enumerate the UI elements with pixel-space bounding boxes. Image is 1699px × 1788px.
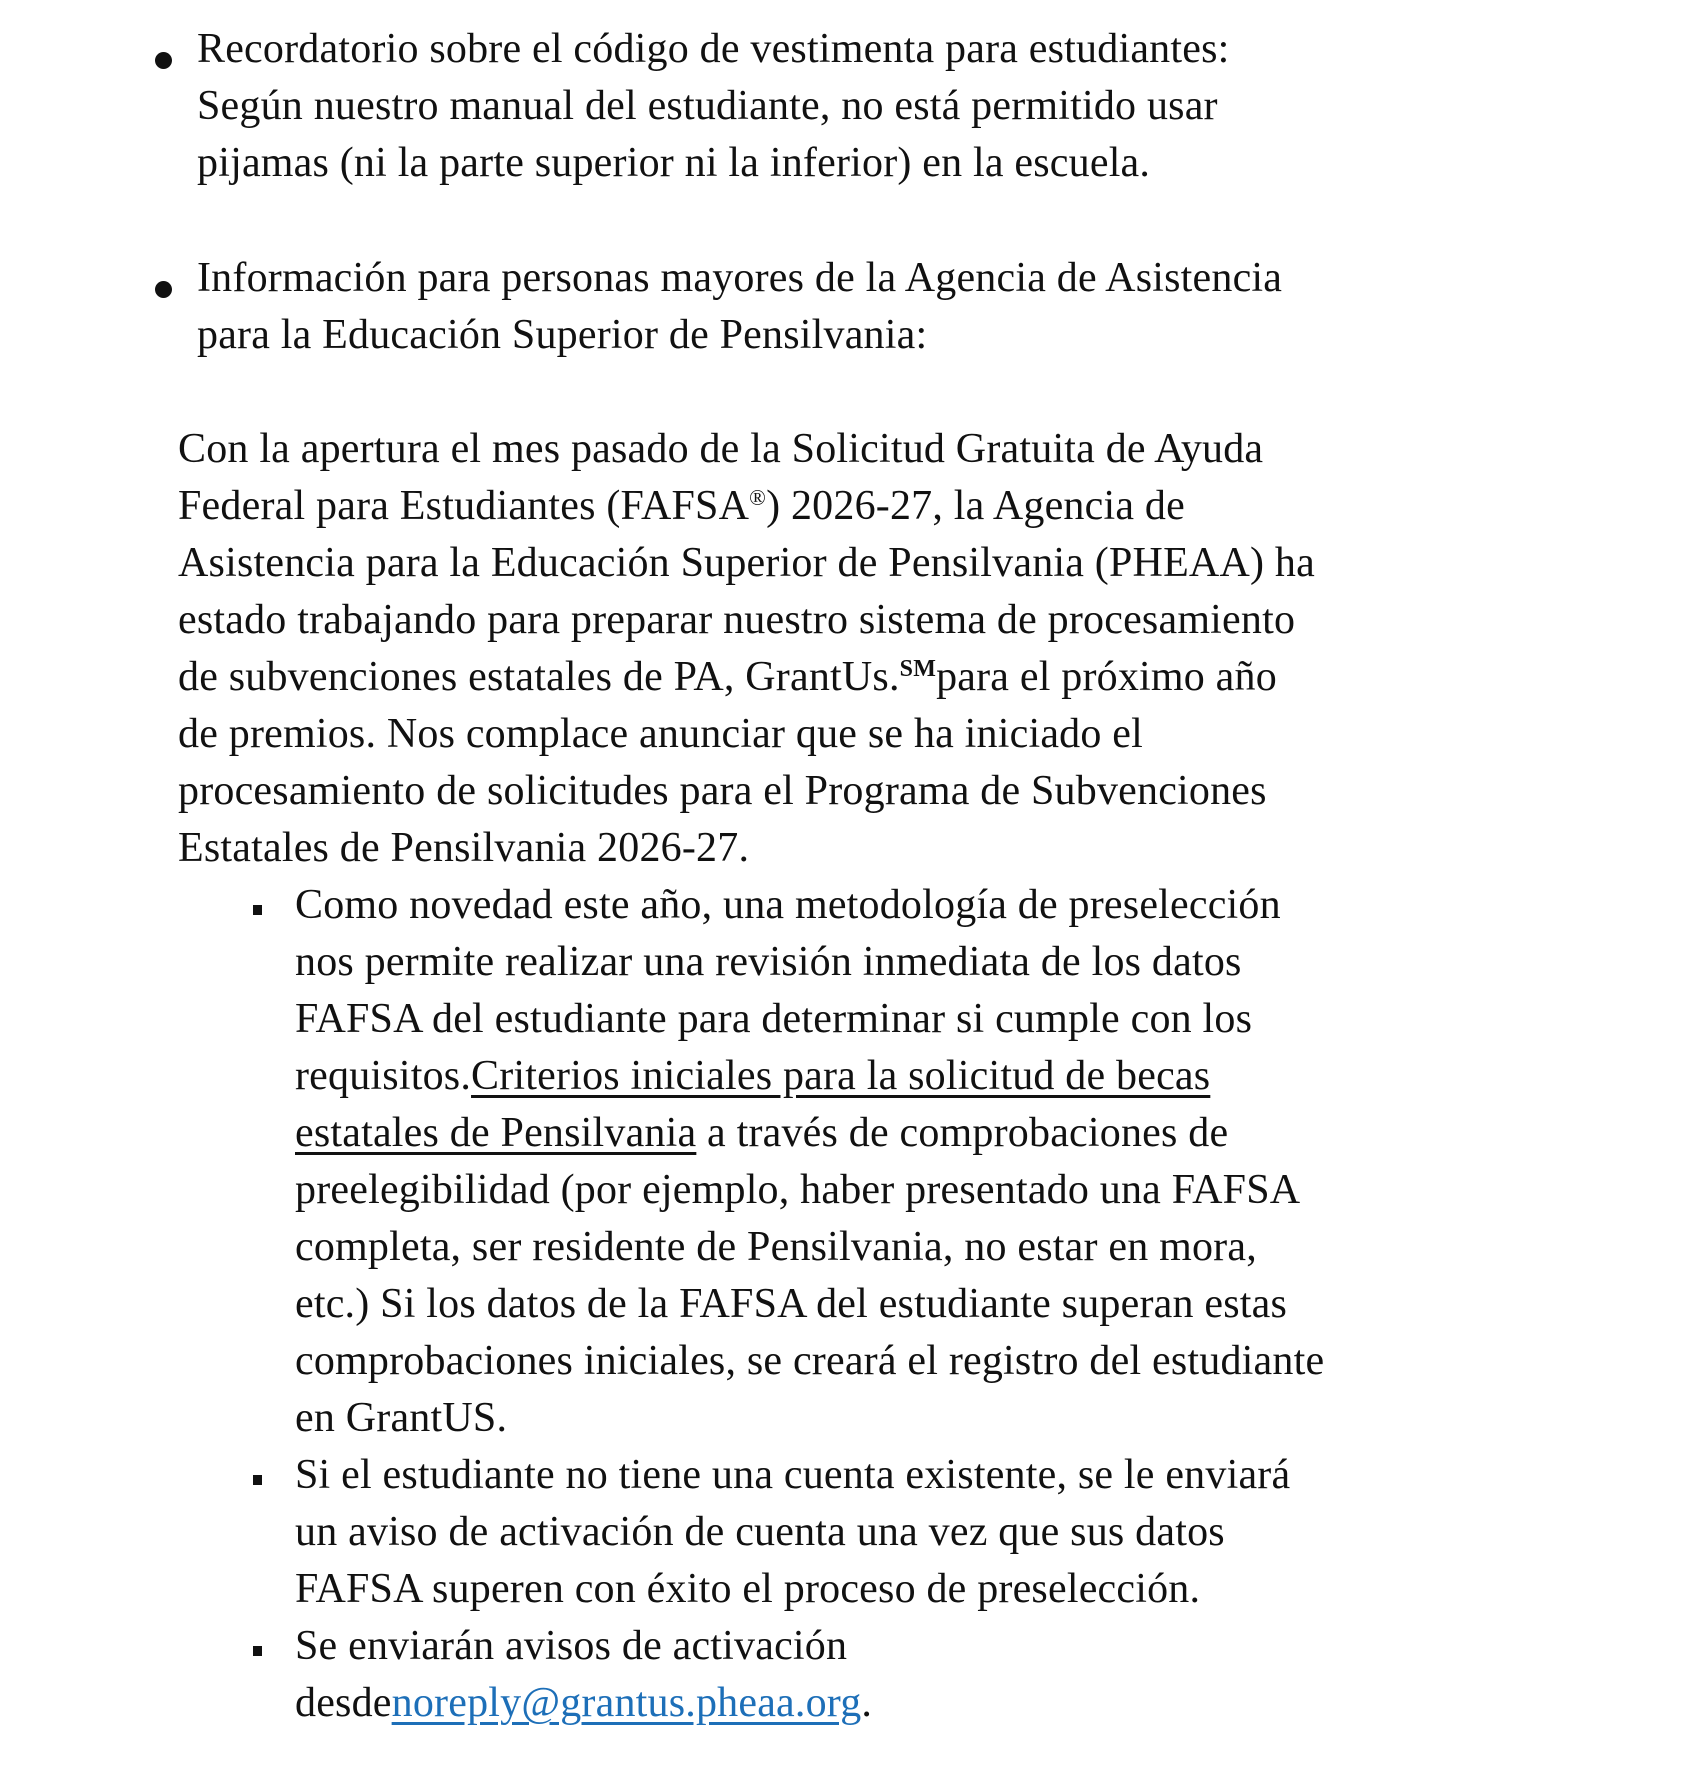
para-line-2-text-end: ) 2026-27, la Agencia de xyxy=(766,483,1185,529)
sub1-line-4 xyxy=(295,1048,1595,1105)
para-line-3: Asistencia para la Educación Superior de Pensilvania (PHEAA) ha xyxy=(178,540,1315,586)
para-line-5-text-end: para el próximo año xyxy=(936,654,1277,700)
sub2-line-1: Si el estudiante no tiene una cuenta existente, se le enviará xyxy=(295,1452,1291,1498)
para-line-2-text: Federal para Estudiantes (FAFSA xyxy=(178,483,750,529)
service-mark: SM xyxy=(899,656,937,682)
para-line-4: estado trabajando para preparar nuestro sistema de procesamiento xyxy=(178,597,1296,643)
sub3-line-2 xyxy=(295,1675,1595,1732)
preselection-item xyxy=(295,877,1595,1447)
bullet-2-line-1: Información para personas mayores de la Agencia de Asistencia xyxy=(197,255,1283,301)
bullet-1-line-1: Recordatorio sobre el código de vestimenta para estudiantes: xyxy=(197,26,1230,72)
sub3-line-2-period: . xyxy=(861,1680,873,1726)
activation-email-item xyxy=(295,1618,1595,1732)
sub1-line-1: Como novedad este año, una metodología de preselección xyxy=(295,882,1281,928)
sub1-line-3: FAFSA del estudiante para determinar si cumple con los xyxy=(295,996,1253,1042)
registered-mark: ® xyxy=(749,485,767,510)
para-line-7: procesamiento de solicitudes para el Programa de Subvenciones xyxy=(178,768,1267,814)
bullet-1-line-2: Según nuestro manual del estudiante, no está permitido usar xyxy=(197,83,1218,129)
bullet-2-line-2: para la Educación Superior de Pensilvania: xyxy=(197,312,928,358)
para-line-5 xyxy=(178,649,1598,706)
sub1-line-5-text: a través de comprobaciones de xyxy=(696,1110,1229,1156)
para-line-8: Estatales de Pensilvania 2026-27. xyxy=(178,825,750,871)
bullet-dot-icon xyxy=(155,281,172,298)
sub1-line-9: comprobaciones iniciales, se creará el registro del estudiante xyxy=(295,1338,1325,1384)
sub3-line-1: Se enviarán avisos de activación xyxy=(295,1623,848,1669)
para-line-6: de premios. Nos complace anunciar que se ha iniciado el xyxy=(178,711,1143,757)
bullet-1-line-3: pijamas (ni la parte superior ni la inferior) en la escuela. xyxy=(197,140,1151,186)
para-line-1: Con la apertura el mes pasado de la Solicitud Gratuita de Ayuda xyxy=(178,426,1264,472)
sub1-line-10: en GrantUS. xyxy=(295,1395,508,1441)
sub2-line-2: un aviso de activación de cuenta una vez que sus datos xyxy=(295,1509,1225,1555)
sub1-line-6: preelegibilidad (por ejemplo, haber presentado una FAFSA xyxy=(295,1167,1301,1213)
sub1-line-2: nos permite realizar una revisión inmediata de los datos xyxy=(295,939,1242,985)
square-bullet-icon xyxy=(253,1646,262,1656)
para-line-5-text: de subvenciones estatales de PA, GrantUs. xyxy=(178,654,900,700)
para-line-2 xyxy=(178,478,1598,535)
account-activation-item xyxy=(295,1447,1595,1618)
sub1-line-8: etc.) Si los datos de la FAFSA del estudiante superan estas xyxy=(295,1281,1288,1327)
sub2-line-3: FAFSA superen con éxito el proceso de preselección. xyxy=(295,1566,1201,1612)
dress-code-reminder xyxy=(197,21,1577,192)
sub1-line-4-text: requisitos. xyxy=(295,1053,472,1099)
noreply-email-link[interactable]: noreply@grantus.pheaa.org xyxy=(391,1680,862,1726)
pheaa-info-heading xyxy=(197,250,1577,364)
square-bullet-icon xyxy=(253,1475,262,1485)
sub1-line-7: completa, ser residente de Pensilvania, no estar en mora, xyxy=(295,1224,1257,1270)
fafsa-paragraph xyxy=(178,421,1598,877)
sub1-line-5 xyxy=(295,1105,1595,1162)
sub3-line-2-text: desde xyxy=(295,1680,392,1726)
eligibility-criteria-link[interactable]: Criterios iniciales para la solicitud de becas xyxy=(471,1053,1211,1099)
bullet-dot-icon xyxy=(155,52,172,69)
eligibility-criteria-link-continued[interactable]: estatales de Pensilvania xyxy=(295,1110,697,1156)
square-bullet-icon xyxy=(253,905,262,915)
